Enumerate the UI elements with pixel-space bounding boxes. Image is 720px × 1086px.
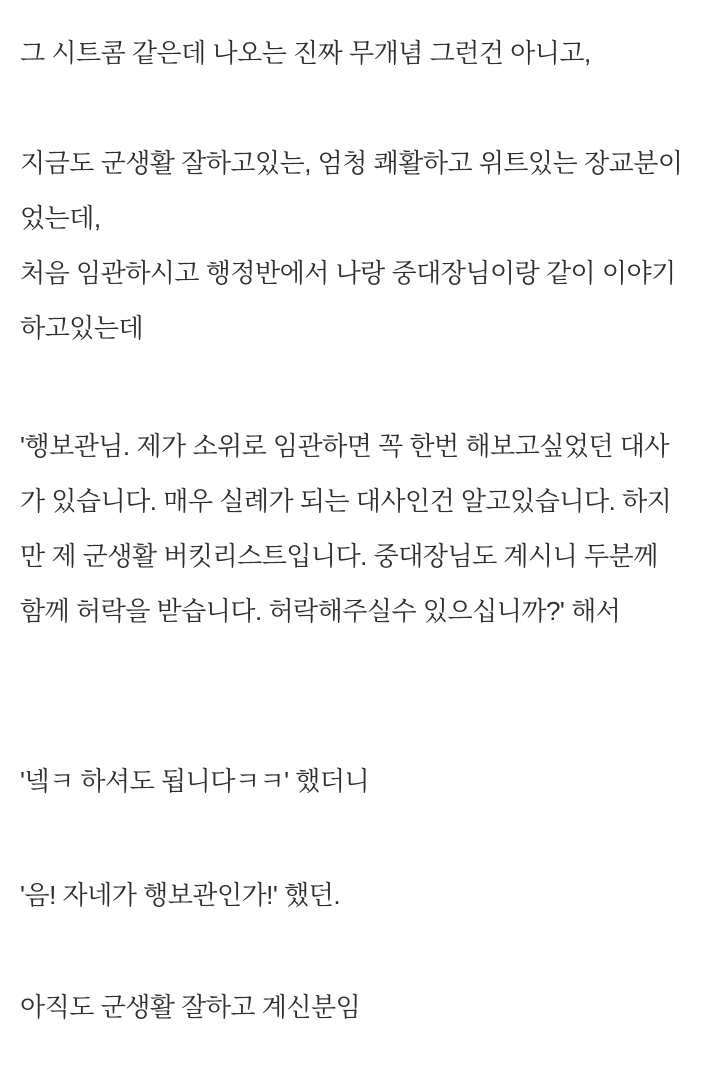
paragraph bbox=[20, 26, 720, 81]
text-line: 가 있습니다. 매우 실례가 되는 대사인건 알고있습니다. 하지 bbox=[20, 486, 672, 516]
paragraph bbox=[20, 980, 720, 1035]
paragraph bbox=[20, 754, 720, 809]
text-line: 하고있는데 bbox=[20, 313, 144, 343]
text-line: '넼ㅋ 하셔도 됩니다ㅋㅋ' 했더니 bbox=[20, 766, 370, 796]
paragraph bbox=[20, 419, 720, 639]
text-line: 만 제 군생활 버킷리스트입니다. 중대장님도 계시니 두분께 bbox=[20, 541, 658, 571]
text-line: '음! 자네가 행보관인가!' 했던. bbox=[20, 880, 341, 910]
text-line: '행보관님. 제가 소위로 임관하면 꼭 한번 해보고싶었던 대사 bbox=[20, 431, 670, 461]
text-line: 함께 허락을 받습니다. 허락해주실수 있으십니까?' 해서 bbox=[20, 596, 621, 626]
text-line: 처음 임관하시고 행정반에서 나랑 중대장님이랑 같이 이야기 bbox=[20, 258, 676, 288]
paragraph bbox=[20, 868, 720, 923]
text-line: 그 시트콤 같은데 나오는 진짜 무개념 그런건 아니고, bbox=[20, 38, 591, 68]
paragraph bbox=[20, 136, 720, 356]
text-line: 지금도 군생활 잘하고있는, 엄청 쾌활하고 위트있는 장교분이 bbox=[20, 148, 683, 178]
text-line: 었는데, bbox=[20, 203, 101, 233]
text-line: 아직도 군생활 잘하고 계신분임 bbox=[20, 992, 361, 1022]
